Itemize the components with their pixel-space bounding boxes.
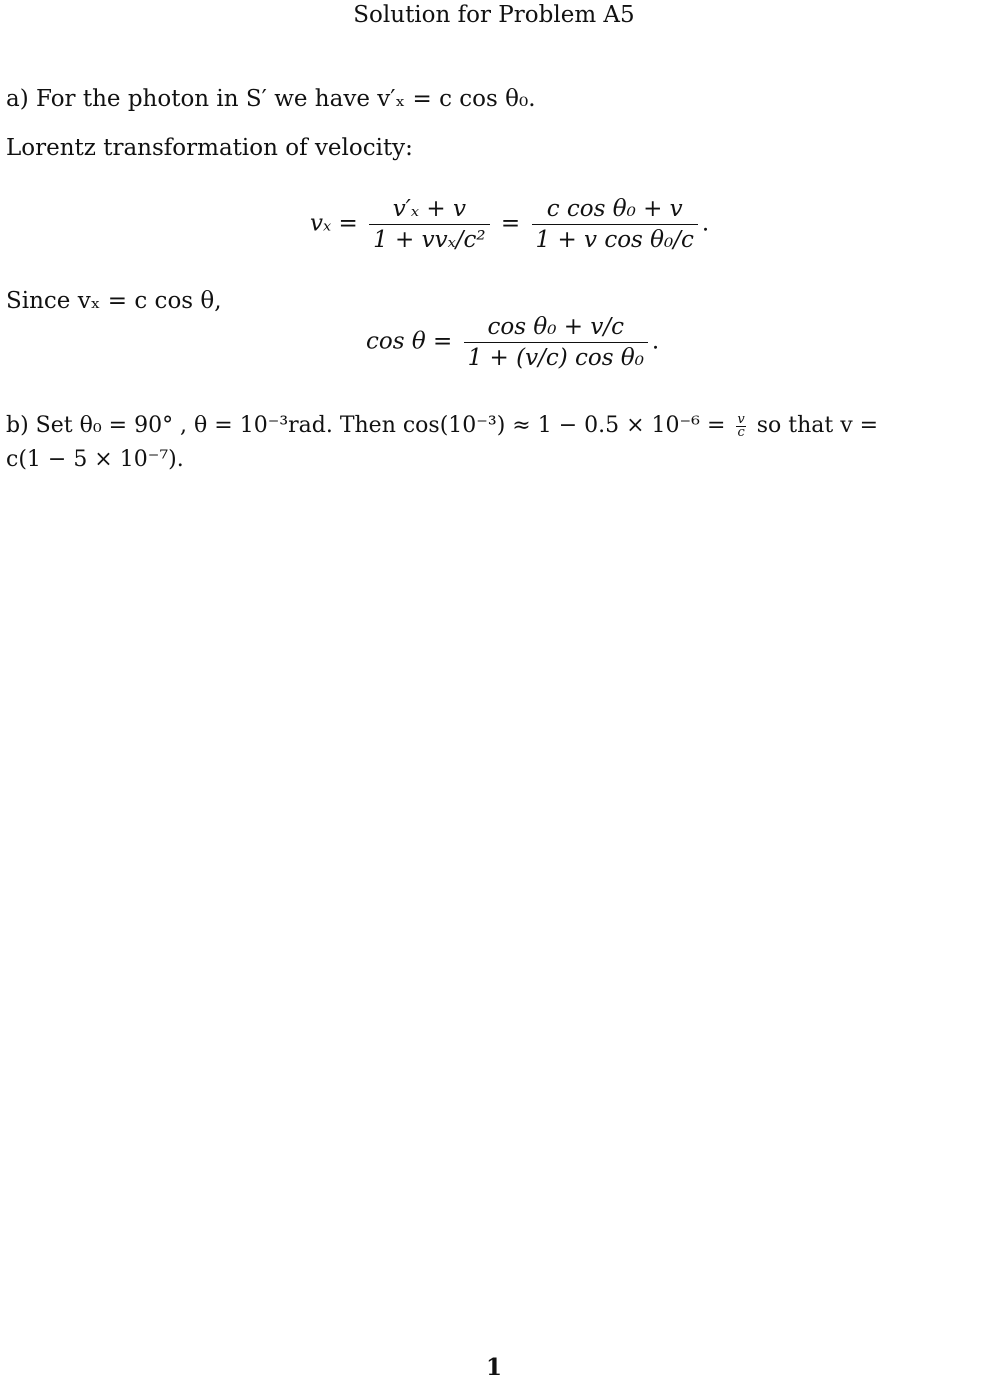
equation-velocity-transform: [310, 196, 709, 253]
eq1-fraction-1: [369, 196, 490, 253]
part-a-since-line: Since vₓ = c cos θ,: [6, 288, 222, 314]
eq1-frac2-numerator: c cos θ₀ + v: [546, 196, 683, 222]
eq1-frac1-numerator: v′ₓ + v: [392, 196, 466, 222]
eq1-fraction-2: [532, 196, 698, 253]
part-b-text-pre: b) Set θ₀ = 90° , θ = 10⁻³rad. Then cos(10⁻³) ≈ 1 − 0.5 × 10⁻⁶ =: [6, 413, 726, 438]
eq1-equals: =: [500, 210, 521, 237]
part-a-intro: a) For the photon in S′ we have v′ₓ = c cos θ₀.: [6, 86, 536, 112]
page-title: Solution for Problem A5: [353, 2, 635, 28]
page-number: 1: [485, 1354, 502, 1381]
part-b-line-1: [6, 413, 982, 439]
eq2-lhs: cos θ =: [366, 328, 453, 355]
eq2-period: .: [651, 328, 660, 355]
part-b-frac-denominator: c: [737, 424, 745, 440]
part-b-line-2: c(1 − 5 × 10⁻⁷).: [6, 447, 184, 472]
part-b-text-post: so that v =: [756, 413, 879, 438]
part-b-frac-numerator: v: [737, 411, 745, 427]
eq1-lhs: vₓ =: [310, 210, 358, 237]
equation-cos-theta: [366, 314, 659, 371]
eq2-numerator: cos θ₀ + v/c: [487, 314, 624, 340]
part-b-v-over-c-fraction: [736, 411, 745, 440]
eq1-frac2-denominator: 1 + v cos θ₀/c: [532, 224, 698, 253]
eq1-frac1-denominator: 1 + vvₓ/c²: [369, 224, 490, 253]
eq1-period: .: [701, 210, 710, 237]
part-a-lorentz-label: Lorentz transformation of velocity:: [6, 135, 413, 161]
eq2-fraction: [464, 314, 648, 371]
eq2-denominator: 1 + (v/c) cos θ₀: [464, 342, 648, 371]
